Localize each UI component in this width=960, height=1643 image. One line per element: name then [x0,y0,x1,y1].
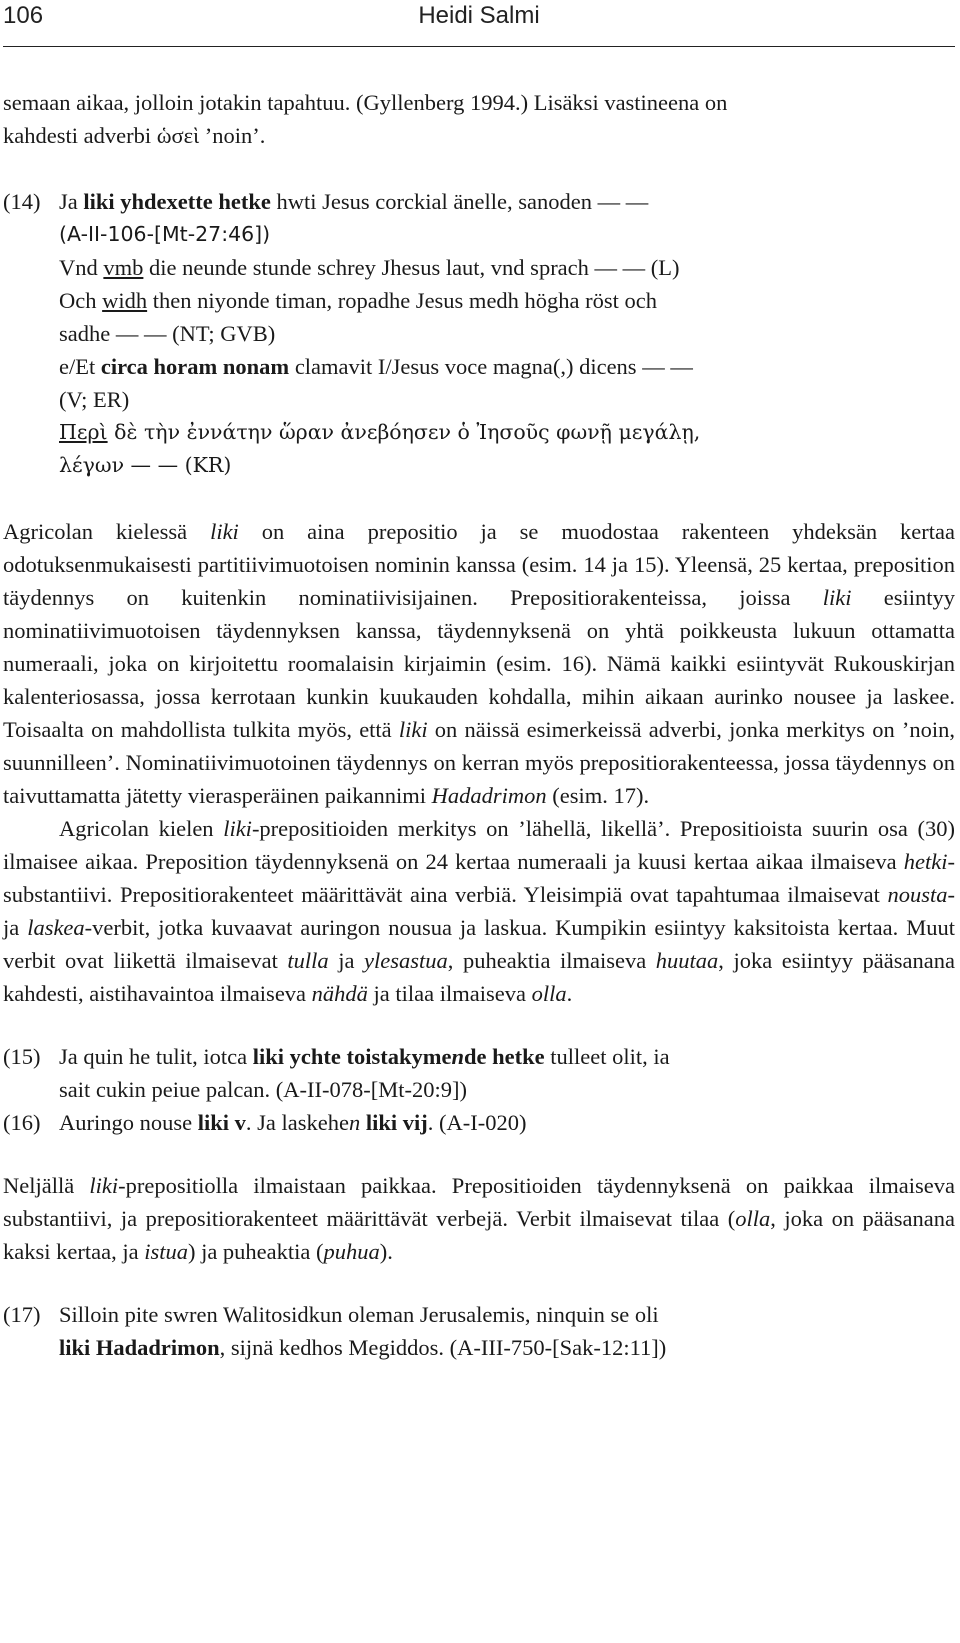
example-15 [3,1040,955,1106]
example-line: sait cukin peiue palcan. (A-II-078-[Mt-20:9]) [59,1077,467,1102]
example-line: liki Hadadrimon, sijnä kedhos Megiddos. (A-III-750-[Sak-12:11]) [59,1335,667,1360]
header-rule [3,46,955,47]
example-number: (17) [3,1302,41,1327]
example-line: sadhe — — (NT; GVB) [59,321,276,346]
example-16 [3,1106,955,1139]
paragraph-1: Agricolan kielessä liki on aina prepositio ja se muodostaa rakenteen yhdeksän kertaa odotuksenmukaisesti partitiivimuotoisen nominin kanssa (esim. 14 ja 15). Yleensä, 25 kertaa, preposition täydennys on kuitenkin nominatiivisijainen. Prepositiorakenteissa, joissa liki esiintyy nominatiivimuotoisen täydennyksen kanssa, täydennyksenä on yhtä poikkeusta lukuun ottamatta numeraali, joka on kirjoitettu roomalaisin kirjaimin (esim. 16). Nämä kaikki esiintyvät Rukouskirjan kalenteriosassa, jossa kerrotaan kunkin kuukauden kohdalla, mihin aikaan aurinko nousee ja laskee. Toisaalta on mahdollista tulkita myös, että liki on näissä esimerkeissä adverbi, jonka merkitys on ’noin, suunnilleen’. Nominatiivimuotoinen täydennys on kerran myös prepositiorakenteessa, jossa täydennys on taivuttamatta jätetty vierasperäinen paikannimi Hadadrimon (esim. 17). [3,519,956,808]
body-text [3,86,955,1364]
example-greek-line: Περὶ δὲ τὴν ἐννάτην ὥραν ἀνεβόησεν ὁ Ἰησοῦς φωνῇ μεγάλῃ, [59,420,701,444]
paragraph-3: Neljällä liki-prepositiolla ilmaistaan paikkaa. Prepositioiden täydennyksenä on paikkaa ilmaiseva substantiivi, ja prepositiorakenteet määrittävät verbejä. Verbit ilmaisevat tilaa (olla, joka on pääsanana kaksi kertaa, ja istua) ja puheaktia (puhua). [3,1173,955,1264]
example-number: (14) [3,189,41,214]
example-number: (16) [3,1110,41,1135]
example-14 [3,185,955,482]
example-line: Ja quin he tulit, iotca liki ychte toistakymende hetke tulleet olit, ia [59,1044,670,1069]
example-line: (V; ER) [59,387,130,412]
example-17 [3,1298,955,1364]
page-number: 106 [3,2,44,29]
example-line: Och widh then niyonde timan, ropadhe Jesus medh högha röst och [59,288,658,313]
example-line: Vnd vmb die neunde stunde schrey Jhesus laut, vnd sprach — — (L) [59,255,680,280]
paragraph-2: Agricolan kielen liki-prepositioiden merkitys on ’lähellä, likellä’. Prepositioista suurin osa (30) ilmaisee aikaa. Preposition täydennyksenä on 24 kertaa numeraali ja kuusi kertaa aikaa ilmaiseva hetki-substantiivi. Prepositiorakenteet määrittävät aina verbiä. Yleisimpiä ovat tapahtumaa ilmaisevat nousta- ja laskea-verbit, jotka kuvaavat auringon nousua ja laskua. Kumpikin esiintyy kaksitoista kertaa. Muut verbit ovat liikettä ilmaisevat tulla ja ylesastua, puheaktia ilmaiseva huutaa, joka esiintyy pääsanana kahdesti, aistihavaintoa ilmaiseva nähdä ja tilaa ilmaiseva olla. [3,816,955,1006]
running-header [3,0,955,44]
example-line: Ja liki yhdexette hetke hwti Jesus corckial änelle, sanoden — — [59,189,649,214]
paragraph-intro: semaan aikaa, jolloin jotakin tapahtuu. (Gyllenberg 1994.) Lisäksi vastineena on kahdesti adverbi ὡσεὶ ’noin’. [3,90,728,148]
example-line: e/Et circa horam nonam clamavit I/Jesus voce magna(,) dicens — — [59,354,693,379]
example-number: (15) [3,1044,41,1069]
example-line: Auringo nouse liki v. Ja laskehen liki vij. (A-I-020) [59,1110,527,1135]
example-source-ref: (A-II-106-[Mt-27:46]) [59,222,271,246]
running-head-author: Heidi Salmi [418,2,540,29]
example-line: Silloin pite swren Walitosidkun oleman Jerusalemis, ninquin se oli [59,1302,659,1327]
example-greek-line: λέγων — — (KR) [59,453,232,477]
